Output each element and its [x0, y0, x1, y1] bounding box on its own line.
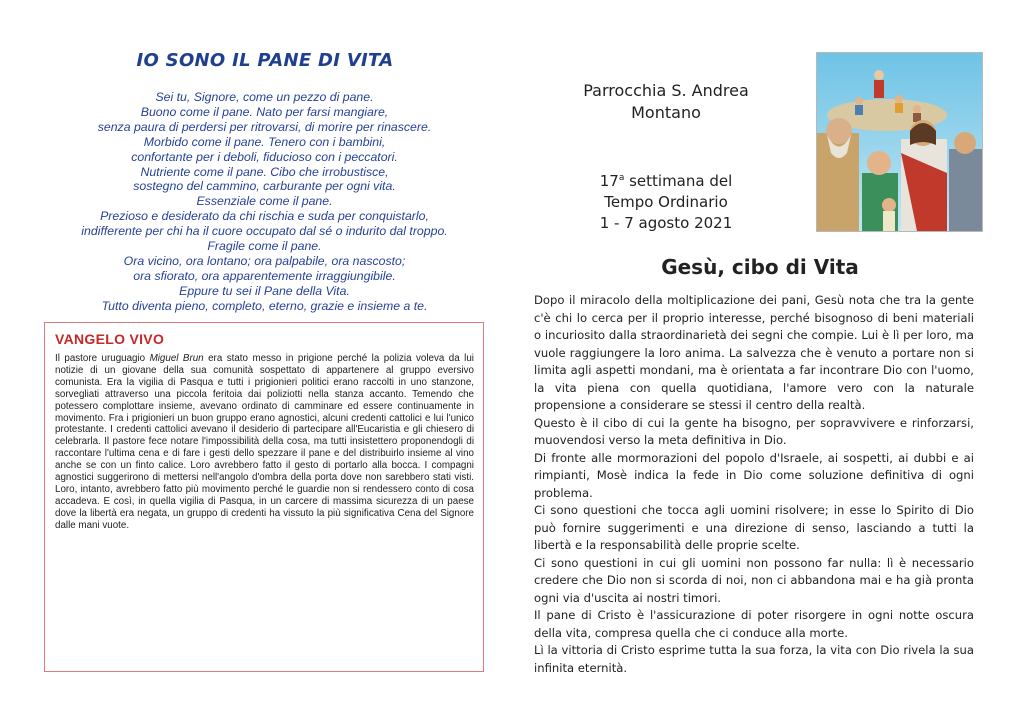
- vangelo-vivo-box: [44, 322, 484, 672]
- article-paragraph: Ci sono questioni che tocca agli uomini risolvere; in esse lo Spirito di Dio può fornire suggerimenti e una direzione di senso, lasciando a tutti la libertà e la responsabilità delle proprie scelte.: [534, 503, 974, 552]
- poem-line: Sei tu, Signore, come un pezzo di pane.: [155, 90, 374, 104]
- article-paragraph: Di fronte alle mormorazioni del popolo d'Israele, ai sospetti, ai dubbi e ai rimpianti, Mosè indica la fede in Dio come soluzione definitiva di ogni problema.: [534, 450, 974, 500]
- week-dates: 1 - 7 agosto 2021: [599, 214, 733, 232]
- article-title: Gesù, cibo di Vita: [661, 255, 859, 279]
- article-paragraph: Questo è il cibo di cui la gente ha bisogno, per sopravvivere e rinforzarsi, muovendosi verso la meta definitiva in Dio.: [534, 415, 974, 447]
- vangelo-vivo-text: [55, 353, 474, 532]
- poem-line: Nutriente come il pane. Cibo che irrobustisce,: [140, 164, 389, 179]
- vangelo-vivo-title: VANGELO VIVO: [55, 331, 165, 347]
- poem-line: Prezioso e desiderato da chi rischia e suda per conquistarlo,: [100, 209, 429, 224]
- week-line: [556, 168, 776, 192]
- poem-body: [52, 90, 477, 314]
- week-number: 17: [599, 172, 619, 190]
- poem-line: confortante per i deboli, fiducioso con i peccatori.: [131, 149, 398, 164]
- vangelo-body: era stato messo in prigione perché la polizia voleva da lui notizie di un giovane della sua comunità sospettato di appartenere al gruppo eversivo comunista. Era la vigilia di Pasqua e tutti i prigionieri politici erano raccolti in uno stanzone, sorvegliati attraverso una piccola feritoia dai poliziotti nella stanza accanto. Temendo che potessero complottare insieme, avevano ordinato di camminare ed essere continuamente in movimento. Fra i prigionieri un buon gruppo erano agnostici, alcuni credenti cattolici e lui l'unico protestante. I credenti cattolici avevano il desiderio di partecipare all'Eucaristia e gli chiesero di celebrarla. Il pastore fece notare l'impossibilità della cosa, ma tutti insistettero proponendogli di raccontare l'ultima cena e di fare i gesti dello spezzare il pane e del distribuirlo insieme al vino anche se con un finto calice. Loro avrebbero fatto il gesto di portarlo alla bocca. I compagni agnostici suggerirono di mettersi nell'angolo d'ombra della porta dove non sarebbero stati visti. Loro, intanto, avrebbero fatto più movimento perché le guardie non si rendessero conto di cosa accadeva. E così, in quella vigilia di Pasqua, in un carcere di massima sicurezza di un paese dove la libertà era negata, un gruppo di credenti ha vissuto la più significativa Cena del Signore dalle mani vuote.: [55, 353, 474, 531]
- poem-line: sostegno del cammino, carburante per ogni vita.: [133, 179, 396, 194]
- poem-line: Ora vicino, ora lontano; ora palpabile, ora nascosto;: [123, 253, 406, 268]
- jesus-illustration-image: [817, 53, 982, 231]
- vangelo-person-name: Miguel Brun: [149, 353, 204, 364]
- article-paragraph: Il pane di Cristo è l'assicurazione di poter risorgere in ogni notte oscura della vita, compresa quella che ci conduce alla morte.: [534, 608, 974, 640]
- poem-line: senza paura di perdersi per ritrovarsi, di morire per rinascere.: [97, 119, 432, 134]
- poem-line: Morbido come il pane. Tenero con i bambini,: [143, 134, 386, 149]
- parish-town: Montano: [631, 103, 701, 122]
- week-label: settimana del: [624, 172, 733, 190]
- liturgical-week: [556, 168, 776, 234]
- poem-line: indifferente per chi ha il cuore occupato dal sé o indurito dal troppo.: [81, 224, 448, 239]
- poem-line: ora sfiorato, ora apparentemente irraggiungibile.: [133, 268, 396, 283]
- poem-line: Tutto diventa pieno, completo, eterno, grazie e insieme a te.: [101, 298, 428, 313]
- poem-line: Fragile come il pane.: [207, 239, 322, 254]
- article-paragraph: Ci sono questioni in cui gli uomini non possono far nulla: lì è necessario credere che Dio non si scorda di noi, non ci abbandona mai e ha già pronta ogni via d'uscita ai nostri timori.: [534, 555, 974, 605]
- liturgical-season: Tempo Ordinario: [604, 193, 728, 211]
- poem-line: Buono come il pane. Nato per farsi mangiare,: [140, 104, 389, 119]
- article-paragraph: Dopo il miracolo della moltiplicazione dei pani, Gesù nota che tra la gente c'è chi lo cerca per il proprio interesse, perché bisognoso di beni materiali o incuriosito dalla straordinarietà dei segni che compie. Lui è lì per loro, ma vuole raggiungere la loro anima. La salvezza che è venuto a portare non si limita agli aspetti mondani, ma è orientata a far incontrare Dio con l'uomo, la vita piena con quella quotidiana, l'amore vero con la naturale propensione a considerare se stessi il centro della realtà.: [534, 293, 974, 412]
- article-body: [534, 292, 974, 677]
- article-paragraph: Lì la vittoria di Cristo esprime tutta la sua forza, la vita con Dio rivela la sua infinita eternità.: [534, 643, 974, 675]
- jesus-illustration: [816, 52, 983, 232]
- week-number-suffix: a: [618, 173, 625, 183]
- vangelo-intro: Il pastore uruguagio: [55, 353, 150, 364]
- poem-line: Essenziale come il pane.: [196, 194, 333, 209]
- parish-header: [536, 80, 796, 124]
- poem-title: IO SONO IL PANE DI VITA: [136, 50, 394, 71]
- parish-name: Parrocchia S. Andrea: [583, 81, 749, 100]
- poem-line: Eppure tu sei il Pane della Vita.: [179, 283, 350, 298]
